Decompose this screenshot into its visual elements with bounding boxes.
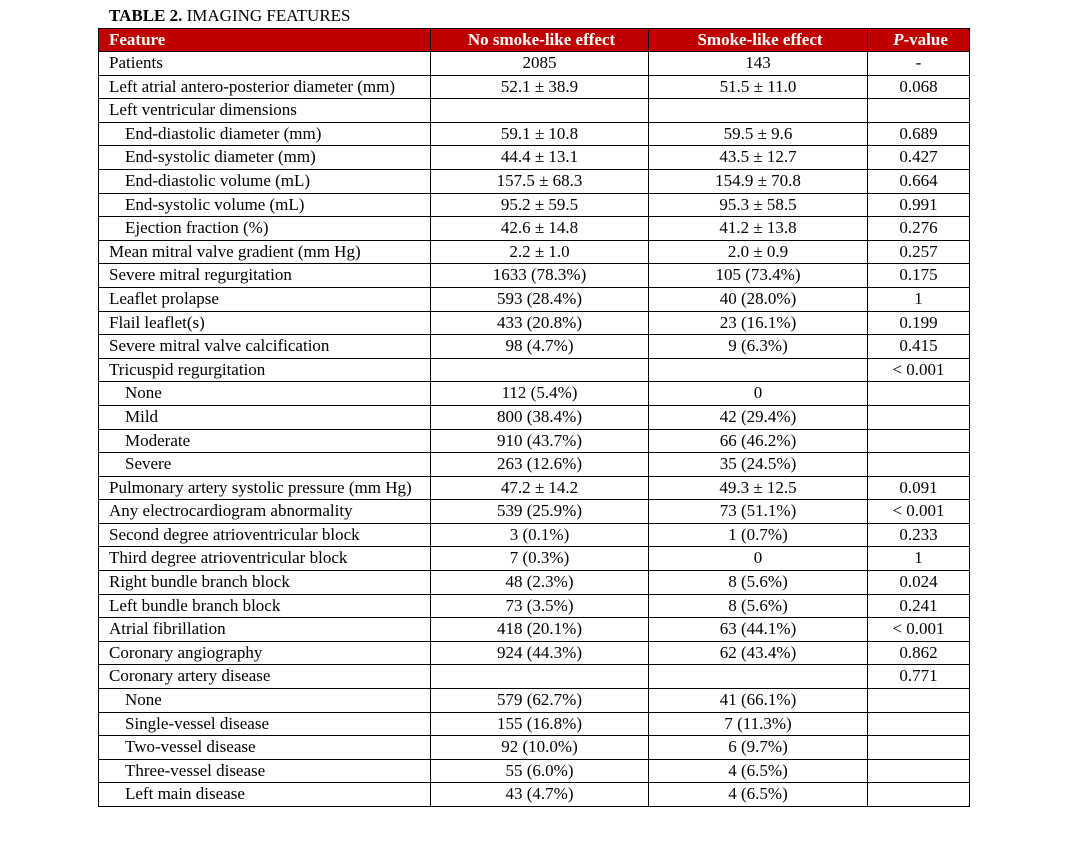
table-row	[99, 169, 970, 193]
table-row	[99, 75, 970, 99]
column-header-feature: Feature	[99, 29, 431, 52]
row-no-smoke-cell: 48 (2.3%)	[431, 571, 649, 595]
table-row	[99, 99, 970, 123]
row-no-smoke-cell: 539 (25.9%)	[431, 500, 649, 524]
row-no-smoke-cell: 73 (3.5%)	[431, 594, 649, 618]
row-no-smoke-cell: 263 (12.6%)	[431, 453, 649, 477]
table-row	[99, 122, 970, 146]
row-no-smoke-cell: 59.1 ± 10.8	[431, 122, 649, 146]
row-pvalue-cell	[868, 736, 970, 760]
column-header-smoke: Smoke-like effect	[649, 29, 868, 52]
row-smoke-cell: 154.9 ± 70.8	[649, 169, 868, 193]
table-row	[99, 311, 970, 335]
row-no-smoke-cell: 7 (0.3%)	[431, 547, 649, 571]
row-feature-cell: Severe mitral regurgitation	[99, 264, 431, 288]
row-feature-cell: Left main disease	[99, 783, 431, 807]
row-smoke-cell: 9 (6.3%)	[649, 335, 868, 359]
row-pvalue-cell: < 0.001	[868, 500, 970, 524]
row-pvalue-cell: 0.068	[868, 75, 970, 99]
row-no-smoke-cell: 800 (38.4%)	[431, 405, 649, 429]
table-row	[99, 217, 970, 241]
table-row	[99, 712, 970, 736]
row-no-smoke-cell: 910 (43.7%)	[431, 429, 649, 453]
row-no-smoke-cell	[431, 99, 649, 123]
row-pvalue-cell	[868, 712, 970, 736]
row-smoke-cell: 4 (6.5%)	[649, 759, 868, 783]
table-body	[99, 52, 970, 807]
row-no-smoke-cell: 2085	[431, 52, 649, 76]
row-no-smoke-cell: 579 (62.7%)	[431, 689, 649, 713]
row-feature-cell: End-diastolic diameter (mm)	[99, 122, 431, 146]
row-pvalue-cell: 1	[868, 547, 970, 571]
row-feature-cell: Coronary artery disease	[99, 665, 431, 689]
row-feature-cell: Left ventricular dimensions	[99, 99, 431, 123]
row-smoke-cell	[649, 99, 868, 123]
row-feature-cell: Three-vessel disease	[99, 759, 431, 783]
row-pvalue-cell: 0.991	[868, 193, 970, 217]
row-no-smoke-cell: 47.2 ± 14.2	[431, 476, 649, 500]
row-feature-cell: None	[99, 382, 431, 406]
row-smoke-cell: 0	[649, 382, 868, 406]
row-feature-cell: Tricuspid regurgitation	[99, 358, 431, 382]
row-smoke-cell: 8 (5.6%)	[649, 594, 868, 618]
table-row	[99, 571, 970, 595]
row-smoke-cell: 49.3 ± 12.5	[649, 476, 868, 500]
row-pvalue-cell	[868, 99, 970, 123]
row-pvalue-cell: 0.241	[868, 594, 970, 618]
table-row	[99, 429, 970, 453]
row-feature-cell: Single-vessel disease	[99, 712, 431, 736]
table-row	[99, 759, 970, 783]
row-smoke-cell: 7 (11.3%)	[649, 712, 868, 736]
row-feature-cell: End-systolic diameter (mm)	[99, 146, 431, 170]
row-smoke-cell: 6 (9.7%)	[649, 736, 868, 760]
row-pvalue-cell: 0.862	[868, 641, 970, 665]
row-pvalue-cell: 0.024	[868, 571, 970, 595]
row-feature-cell: Leaflet prolapse	[99, 287, 431, 311]
row-smoke-cell: 73 (51.1%)	[649, 500, 868, 524]
row-smoke-cell: 0	[649, 547, 868, 571]
table-row	[99, 641, 970, 665]
table-row	[99, 547, 970, 571]
row-no-smoke-cell: 44.4 ± 13.1	[431, 146, 649, 170]
table-row	[99, 736, 970, 760]
column-header-no-smoke: No smoke-like effect	[431, 29, 649, 52]
table-row	[99, 665, 970, 689]
row-pvalue-cell: 1	[868, 287, 970, 311]
table-row	[99, 618, 970, 642]
row-feature-cell: Flail leaflet(s)	[99, 311, 431, 335]
row-smoke-cell: 35 (24.5%)	[649, 453, 868, 477]
row-pvalue-cell: < 0.001	[868, 358, 970, 382]
row-no-smoke-cell: 593 (28.4%)	[431, 287, 649, 311]
row-pvalue-cell: 0.233	[868, 523, 970, 547]
table-row	[99, 287, 970, 311]
row-pvalue-cell	[868, 759, 970, 783]
table-row	[99, 335, 970, 359]
row-smoke-cell: 66 (46.2%)	[649, 429, 868, 453]
row-pvalue-cell	[868, 405, 970, 429]
row-feature-cell: Patients	[99, 52, 431, 76]
table-row	[99, 500, 970, 524]
row-smoke-cell: 41.2 ± 13.8	[649, 217, 868, 241]
row-no-smoke-cell: 112 (5.4%)	[431, 382, 649, 406]
row-feature-cell: Severe	[99, 453, 431, 477]
row-smoke-cell: 43.5 ± 12.7	[649, 146, 868, 170]
row-no-smoke-cell	[431, 358, 649, 382]
row-no-smoke-cell	[431, 665, 649, 689]
table-row	[99, 146, 970, 170]
row-pvalue-cell: 0.276	[868, 217, 970, 241]
table-caption	[109, 6, 351, 26]
row-smoke-cell: 62 (43.4%)	[649, 641, 868, 665]
row-feature-cell: End-diastolic volume (mL)	[99, 169, 431, 193]
row-smoke-cell: 40 (28.0%)	[649, 287, 868, 311]
row-feature-cell: Two-vessel disease	[99, 736, 431, 760]
row-feature-cell: Severe mitral valve calcification	[99, 335, 431, 359]
row-smoke-cell: 95.3 ± 58.5	[649, 193, 868, 217]
row-no-smoke-cell: 155 (16.8%)	[431, 712, 649, 736]
table-caption-title: IMAGING FEATURES	[186, 6, 351, 25]
column-header-pvalue	[868, 29, 970, 52]
row-smoke-cell: 4 (6.5%)	[649, 783, 868, 807]
row-feature-cell: Second degree atrioventricular block	[99, 523, 431, 547]
row-feature-cell: Right bundle branch block	[99, 571, 431, 595]
table-row	[99, 358, 970, 382]
row-no-smoke-cell: 1633 (78.3%)	[431, 264, 649, 288]
table-row	[99, 240, 970, 264]
row-feature-cell: Mean mitral valve gradient (mm Hg)	[99, 240, 431, 264]
row-pvalue-cell: 0.689	[868, 122, 970, 146]
row-smoke-cell: 59.5 ± 9.6	[649, 122, 868, 146]
table-row	[99, 523, 970, 547]
table-row	[99, 453, 970, 477]
row-pvalue-cell: 0.415	[868, 335, 970, 359]
table-row	[99, 382, 970, 406]
pvalue-suffix: -value	[903, 30, 948, 49]
row-pvalue-cell: -	[868, 52, 970, 76]
row-smoke-cell: 143	[649, 52, 868, 76]
row-no-smoke-cell: 418 (20.1%)	[431, 618, 649, 642]
row-no-smoke-cell: 98 (4.7%)	[431, 335, 649, 359]
row-smoke-cell: 2.0 ± 0.9	[649, 240, 868, 264]
row-no-smoke-cell: 924 (44.3%)	[431, 641, 649, 665]
row-feature-cell: Third degree atrioventricular block	[99, 547, 431, 571]
row-pvalue-cell: 0.664	[868, 169, 970, 193]
row-smoke-cell: 42 (29.4%)	[649, 405, 868, 429]
row-feature-cell: Left atrial antero-posterior diameter (mm)	[99, 75, 431, 99]
row-smoke-cell: 51.5 ± 11.0	[649, 75, 868, 99]
row-feature-cell: Any electrocardiogram abnormality	[99, 500, 431, 524]
imaging-features-table	[98, 28, 970, 807]
row-pvalue-cell: 0.771	[868, 665, 970, 689]
row-no-smoke-cell: 95.2 ± 59.5	[431, 193, 649, 217]
row-no-smoke-cell: 2.2 ± 1.0	[431, 240, 649, 264]
row-pvalue-cell	[868, 382, 970, 406]
row-no-smoke-cell: 42.6 ± 14.8	[431, 217, 649, 241]
pvalue-italic-p: P	[893, 30, 904, 49]
row-smoke-cell	[649, 665, 868, 689]
table-row	[99, 689, 970, 713]
row-no-smoke-cell: 433 (20.8%)	[431, 311, 649, 335]
row-smoke-cell: 1 (0.7%)	[649, 523, 868, 547]
row-feature-cell: None	[99, 689, 431, 713]
row-pvalue-cell: 0.427	[868, 146, 970, 170]
row-smoke-cell: 23 (16.1%)	[649, 311, 868, 335]
row-feature-cell: End-systolic volume (mL)	[99, 193, 431, 217]
row-no-smoke-cell: 157.5 ± 68.3	[431, 169, 649, 193]
row-feature-cell: Left bundle branch block	[99, 594, 431, 618]
row-pvalue-cell	[868, 689, 970, 713]
row-feature-cell: Atrial fibrillation	[99, 618, 431, 642]
table-row	[99, 783, 970, 807]
table-row	[99, 52, 970, 76]
row-no-smoke-cell: 92 (10.0%)	[431, 736, 649, 760]
table-row	[99, 594, 970, 618]
table-header-row	[99, 29, 970, 52]
table-row	[99, 476, 970, 500]
row-feature-cell: Moderate	[99, 429, 431, 453]
row-pvalue-cell: 0.257	[868, 240, 970, 264]
row-smoke-cell: 63 (44.1%)	[649, 618, 868, 642]
row-smoke-cell: 105 (73.4%)	[649, 264, 868, 288]
row-no-smoke-cell: 43 (4.7%)	[431, 783, 649, 807]
row-pvalue-cell	[868, 429, 970, 453]
row-smoke-cell: 41 (66.1%)	[649, 689, 868, 713]
row-no-smoke-cell: 52.1 ± 38.9	[431, 75, 649, 99]
row-no-smoke-cell: 55 (6.0%)	[431, 759, 649, 783]
row-pvalue-cell: 0.091	[868, 476, 970, 500]
table-row	[99, 264, 970, 288]
row-feature-cell: Mild	[99, 405, 431, 429]
row-pvalue-cell: < 0.001	[868, 618, 970, 642]
row-feature-cell: Ejection fraction (%)	[99, 217, 431, 241]
row-feature-cell: Coronary angiography	[99, 641, 431, 665]
row-pvalue-cell: 0.175	[868, 264, 970, 288]
table-caption-label: TABLE 2.	[109, 6, 183, 25]
row-pvalue-cell	[868, 453, 970, 477]
row-smoke-cell	[649, 358, 868, 382]
table-row	[99, 405, 970, 429]
table-row	[99, 193, 970, 217]
row-smoke-cell: 8 (5.6%)	[649, 571, 868, 595]
row-pvalue-cell	[868, 783, 970, 807]
row-pvalue-cell: 0.199	[868, 311, 970, 335]
row-no-smoke-cell: 3 (0.1%)	[431, 523, 649, 547]
row-feature-cell: Pulmonary artery systolic pressure (mm Hg)	[99, 476, 431, 500]
